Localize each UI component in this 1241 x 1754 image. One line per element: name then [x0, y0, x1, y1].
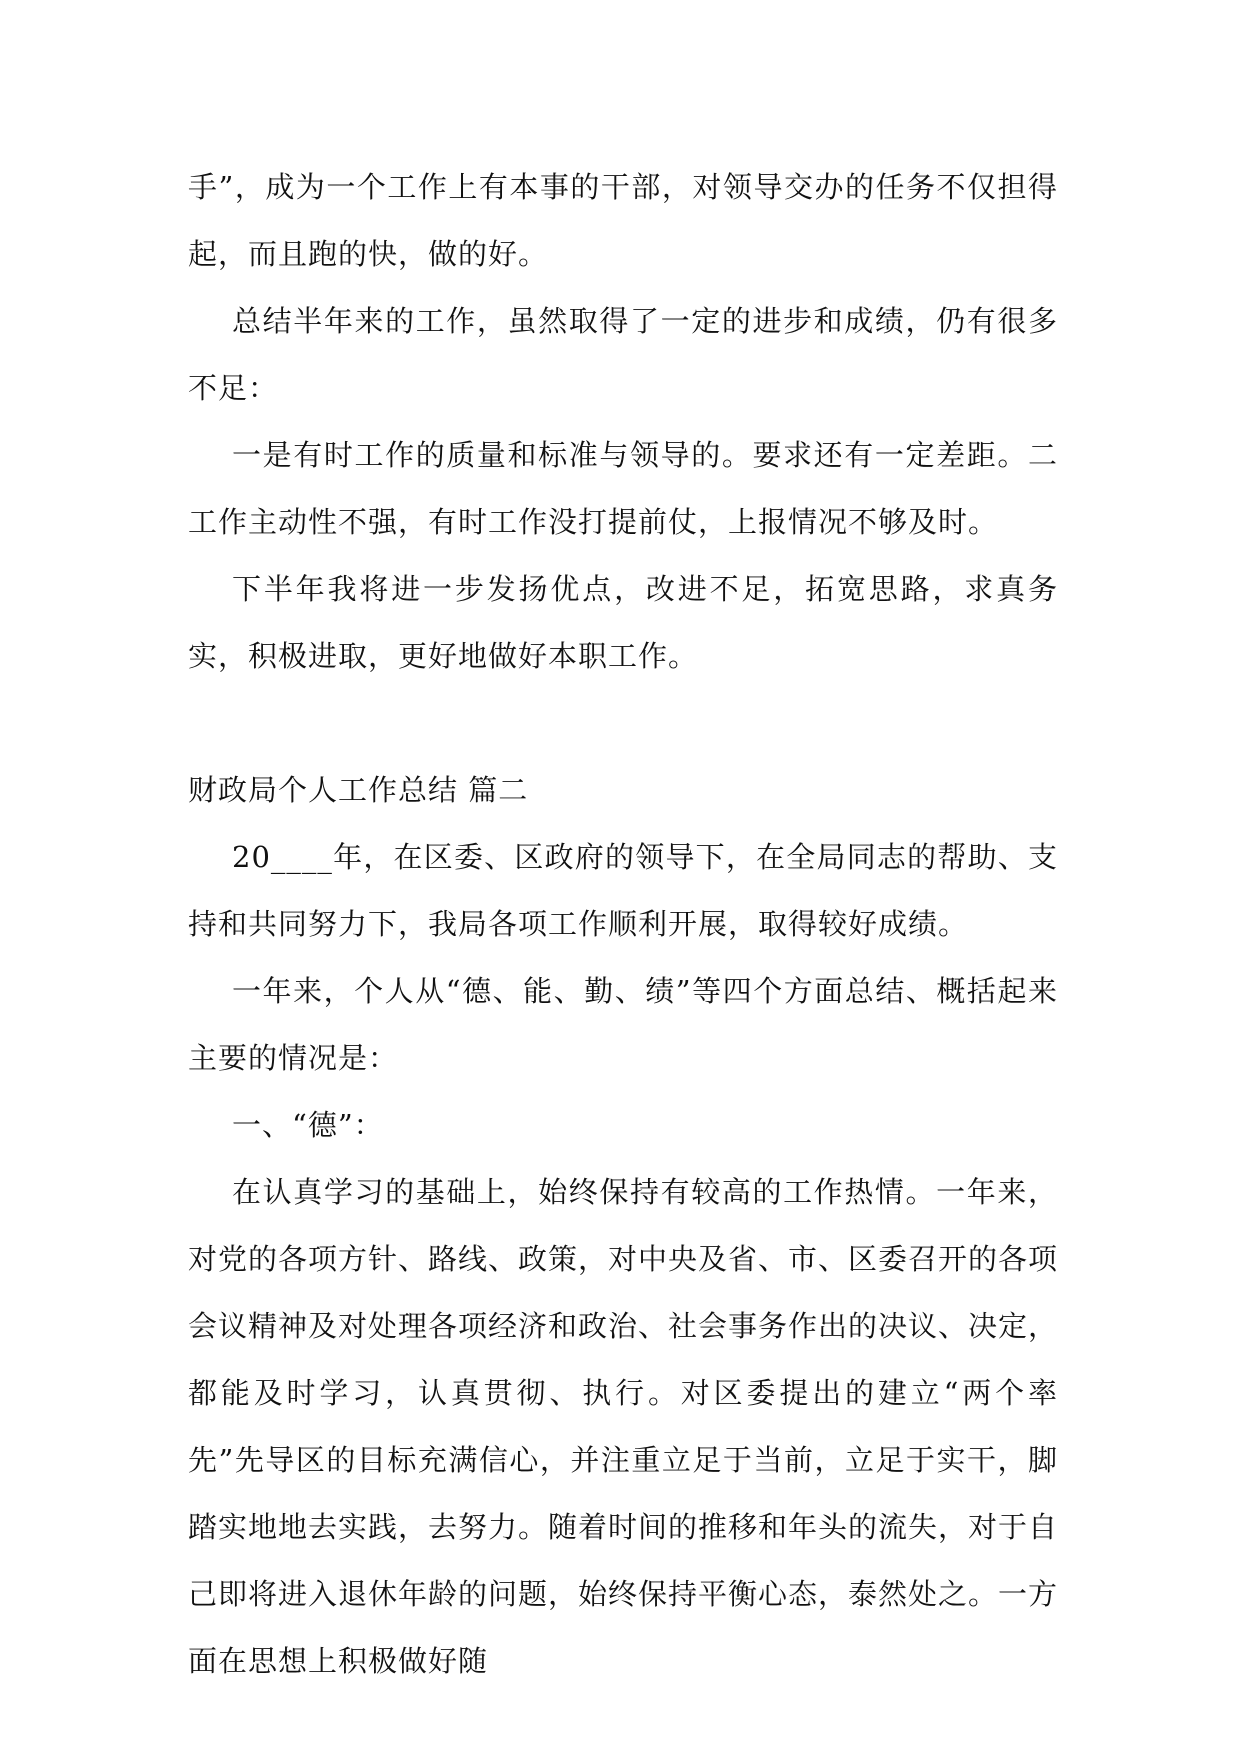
section-heading: 财政局个人工作总结 篇二 — [188, 773, 529, 807]
paragraph-virtue-heading: 一、“德”： — [232, 1108, 384, 1142]
paragraph-four-aspects: 一年来，个人从“德、能、勤、绩”等四个方面总结、概括起来主要的情况是： — [188, 974, 1058, 1075]
paragraph-continuation: 手”，成为一个工作上有本事的干部，对领导交办的任务不仅担得起，而且跑的快，做的好。 — [188, 170, 1058, 271]
paragraph-year-summary: 20____年，在区委、区政府的领导下，在全局同志的帮助、支持和共同努力下，我局各项工作顺利开展，取得较好成绩。 — [188, 840, 1058, 941]
paragraph-virtue-body: 在认真学习的基础上，始终保持有较高的工作热情。一年来，对党的各项方针、路线、政策，对中央及省、市、区委召开的各项会议精神及对处理各项经济和政治、社会事务作出的决议、决定，都能及时学习，认真贯彻、执行。对区委提出的建立“两个率先”先导区的目标充满信心，并注重立足于当前，立足于实干，脚踏实地地去实践，去努力。随着时间的推移和年头的流失，对于自己即将进入退休年龄的问题，始终保持平衡心态，泰然处之。一方面在思想上积极做好随 — [188, 1175, 1059, 1678]
paragraph-next-half: 下半年我将进一步发扬优点，改进不足，拓宽思路，求真务实，积极进取，更好地做好本职工作。 — [188, 572, 1058, 673]
paragraph-shortcomings: 一是有时工作的质量和标准与领导的。要求还有一定差距。二工作主动性不强，有时工作没打提前仗，上报情况不够及时。 — [188, 438, 1058, 539]
document-body — [188, 154, 1058, 1695]
paragraph-shortcomings-intro: 总结半年来的工作，虽然取得了一定的进步和成绩，仍有很多不足： — [188, 304, 1058, 405]
